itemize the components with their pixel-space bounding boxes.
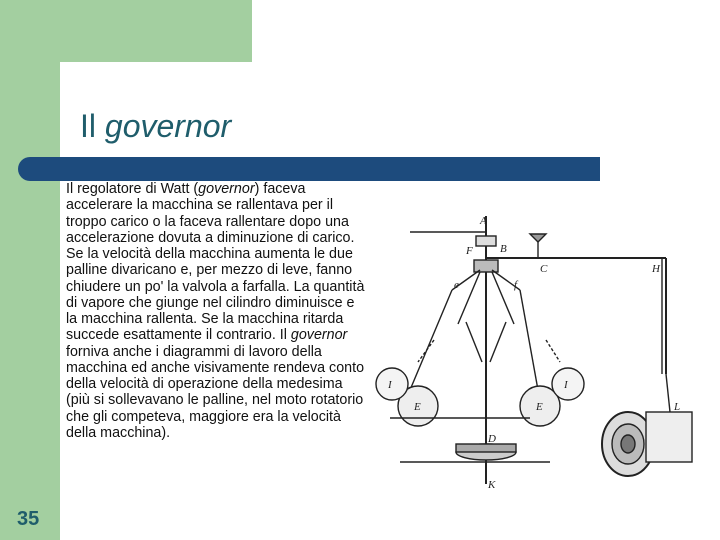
emphasized-text: governor — [198, 181, 255, 197]
diagram-label: K — [488, 479, 496, 491]
body-text-segment: ) faceva accelerare la macchina se rallentava per il troppo carico o la faceva rallentare dopo una accelerazione dovuta a diminuzione di carico. Se la velocità della macchina aumenta le due palline divaricano e, per mezzo di leve, fanno chiudere un po' la valvola a farfalla. La quantità di vapore che giunge nel cilindro diminuisce e la macchina rallenta. Se la macchina ritarda succede esattamente il contrario. Il — [66, 181, 365, 344]
title-prefix: Il — [80, 108, 105, 144]
watt-governor-illustration — [370, 212, 710, 492]
slide-number: 35 — [17, 508, 40, 530]
diagram-label: L — [674, 401, 681, 413]
diagram-label: e — [454, 279, 459, 291]
title-emphasis: governor — [104, 108, 232, 144]
diagram-label: H — [652, 263, 660, 275]
slide-title — [80, 104, 231, 148]
green-sidebar-strip — [0, 0, 60, 540]
rounded-corner — [60, 62, 100, 102]
diagram-label: D — [488, 433, 496, 445]
body-text-segment: Il regolatore di Watt ( — [66, 181, 199, 197]
diagram-label: A — [480, 215, 487, 227]
body-text-segment: forniva anche i diagrammi di lavoro della macchina ed anche visivamente rendeva conto della velocità di operazione della medesima (più si sollevavano le palline, nel moto rotatorio che gli competeva, maggiore era la velocità della macchina). — [66, 343, 365, 441]
diagram-label: E — [536, 401, 543, 413]
diagram-label: F — [466, 245, 473, 257]
emphasized-text: governor — [290, 327, 348, 344]
diagram-label: E — [414, 401, 421, 413]
diagram-label: B — [500, 243, 507, 255]
body-paragraph — [66, 181, 366, 441]
diagram-label: I — [388, 379, 392, 391]
title-underline-bar — [18, 157, 600, 181]
diagram-label: f — [514, 279, 518, 291]
diagram-label: C — [540, 263, 548, 275]
diagram-label: I — [564, 379, 568, 391]
